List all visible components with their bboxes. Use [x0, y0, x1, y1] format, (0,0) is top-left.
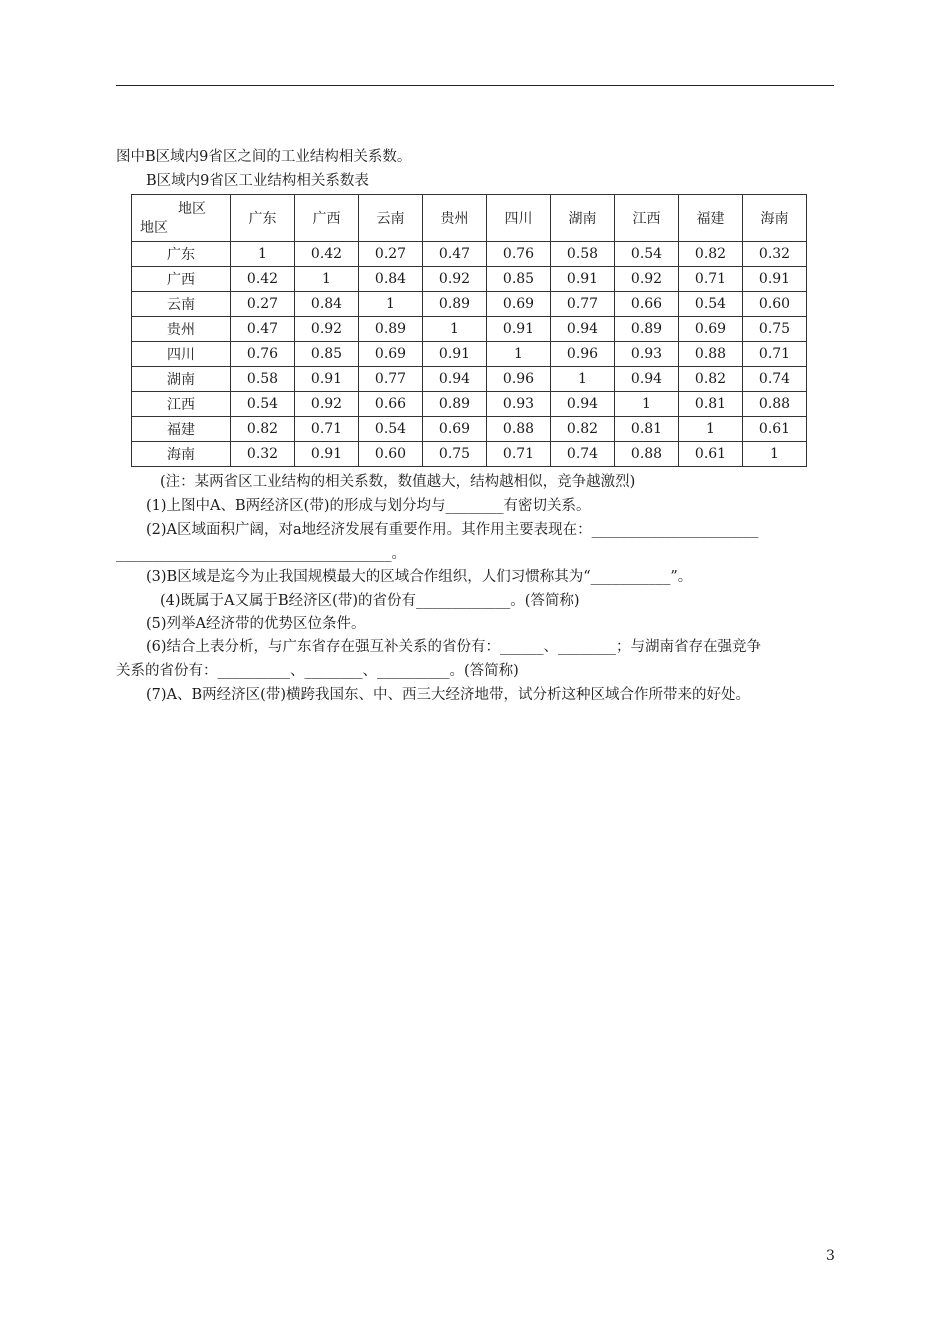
correlation-table	[131, 194, 807, 467]
table-row	[132, 242, 807, 267]
row-label: 广东	[132, 242, 231, 267]
table-cell: 0.91	[551, 267, 615, 292]
row-label: 广西	[132, 267, 231, 292]
question-2: (2)A区域面积广阔，对a地经济发展有重要作用。其作用主要表现在：_______________________	[146, 522, 759, 538]
question-2-continued: ______________________________________。	[116, 546, 406, 562]
table-cell: 0.27	[231, 292, 295, 317]
table-cell: 0.47	[423, 242, 487, 267]
table-cell: 0.58	[551, 242, 615, 267]
table-cell: 0.77	[359, 367, 423, 392]
table-cell: 0.89	[615, 317, 679, 342]
table-cell: 0.42	[295, 242, 359, 267]
table-cell: 0.82	[231, 417, 295, 442]
table-cell: 0.88	[615, 442, 679, 467]
column-header: 湖南	[551, 195, 615, 242]
table-cell: 0.71	[679, 267, 743, 292]
table-cell: 0.93	[615, 342, 679, 367]
page-number: 3	[826, 1248, 835, 1264]
table-cell: 0.60	[743, 292, 807, 317]
question-5: (5)列举A经济带的优势区位条件。	[146, 616, 366, 632]
table-cell: 0.92	[295, 317, 359, 342]
table-cell: 1	[679, 417, 743, 442]
question-6-continued: 关系的省份有：__________、________、__________。(答简称)	[116, 663, 519, 679]
table-cell: 0.84	[295, 292, 359, 317]
table-cell: 1	[231, 242, 295, 267]
row-label: 江西	[132, 392, 231, 417]
table-row	[132, 342, 807, 367]
table-cell: 0.89	[359, 317, 423, 342]
table-cell: 0.75	[423, 442, 487, 467]
table-cell: 1	[359, 292, 423, 317]
table-cell: 0.88	[743, 392, 807, 417]
corner-top-label: 地区	[178, 201, 206, 217]
table-cell: 1	[487, 342, 551, 367]
table-cell: 0.71	[743, 342, 807, 367]
table-row	[132, 317, 807, 342]
table-cell: 0.92	[615, 267, 679, 292]
table-row	[132, 292, 807, 317]
question-6: (6)结合上表分析，与广东省存在强互补关系的省份有：______、________；与湖南省存在强竞争	[146, 639, 762, 655]
table-cell: 0.88	[487, 417, 551, 442]
table-cell: 0.60	[359, 442, 423, 467]
table-cell: 0.54	[679, 292, 743, 317]
table-cell: 0.71	[487, 442, 551, 467]
table-cell: 0.84	[359, 267, 423, 292]
table-header-row	[132, 195, 807, 242]
table-cell: 0.82	[679, 367, 743, 392]
table-cell: 0.77	[551, 292, 615, 317]
table-cell: 0.85	[487, 267, 551, 292]
table-cell: 0.61	[743, 417, 807, 442]
table-cell: 0.76	[231, 342, 295, 367]
table-row	[132, 267, 807, 292]
table-cell: 1	[423, 317, 487, 342]
table-cell: 0.94	[551, 317, 615, 342]
table-cell: 0.96	[551, 342, 615, 367]
table-cell: 0.54	[359, 417, 423, 442]
question-7: (7)A、B两经济区(带)横跨我国东、中、西三大经济地带，试分析这种区域合作所带来的好处。	[146, 687, 750, 703]
table-cell: 0.91	[423, 342, 487, 367]
table-title: B区域内9省区工业结构相关系数表	[146, 173, 369, 189]
table-cell: 0.91	[295, 367, 359, 392]
table-row	[132, 442, 807, 467]
table-cell: 0.76	[487, 242, 551, 267]
table-cell: 0.58	[231, 367, 295, 392]
table-cell: 0.69	[423, 417, 487, 442]
table-note: (注：某两省区工业结构的相关系数，数值越大，结构越相似，竞争越激烈)	[160, 474, 636, 490]
table-cell: 0.94	[615, 367, 679, 392]
table-cell: 0.74	[743, 367, 807, 392]
table-cell: 0.69	[487, 292, 551, 317]
table-cell: 0.81	[615, 417, 679, 442]
table-cell: 0.61	[679, 442, 743, 467]
table-cell: 0.82	[551, 417, 615, 442]
table-cell: 0.54	[231, 392, 295, 417]
table-cell: 1	[551, 367, 615, 392]
table-cell: 0.54	[615, 242, 679, 267]
column-header: 海南	[743, 195, 807, 242]
table-cell: 0.66	[615, 292, 679, 317]
table-cell: 0.94	[551, 392, 615, 417]
table-cell: 0.71	[295, 417, 359, 442]
table-cell: 0.66	[359, 392, 423, 417]
row-label: 四川	[132, 342, 231, 367]
question-4: (4)既属于A又属于B经济区(带)的省份有_____________。(答简称)	[160, 593, 580, 609]
table-cell: 0.75	[743, 317, 807, 342]
question-1: (1)上图中A、B两经济区(带)的形成与划分均与________有密切关系。	[146, 498, 591, 514]
table-cell: 0.96	[487, 367, 551, 392]
table-cell: 0.85	[295, 342, 359, 367]
table-cell: 0.82	[679, 242, 743, 267]
table-cell: 0.89	[423, 392, 487, 417]
table-cell: 0.69	[679, 317, 743, 342]
table-cell: 1	[743, 442, 807, 467]
column-header: 贵州	[423, 195, 487, 242]
corner-bottom-label: 地区	[140, 220, 168, 236]
table-cell: 0.32	[743, 242, 807, 267]
table-corner-cell	[132, 195, 231, 242]
table-cell: 0.81	[679, 392, 743, 417]
table-cell: 0.92	[295, 392, 359, 417]
table-cell: 1	[615, 392, 679, 417]
table-cell: 0.93	[487, 392, 551, 417]
column-header: 广东	[231, 195, 295, 242]
row-label: 福建	[132, 417, 231, 442]
table-row	[132, 417, 807, 442]
table-cell: 0.32	[231, 442, 295, 467]
column-header: 广西	[295, 195, 359, 242]
column-header: 云南	[359, 195, 423, 242]
column-header: 福建	[679, 195, 743, 242]
table-cell: 0.91	[743, 267, 807, 292]
table-row	[132, 392, 807, 417]
row-label: 海南	[132, 442, 231, 467]
table-cell: 0.94	[423, 367, 487, 392]
table-cell: 0.92	[423, 267, 487, 292]
column-header: 江西	[615, 195, 679, 242]
table-cell: 0.47	[231, 317, 295, 342]
row-label: 贵州	[132, 317, 231, 342]
table-cell: 0.74	[551, 442, 615, 467]
question-3: (3)B区域是迄今为止我国规模最大的区域合作组织，人们习惯称其为“___________”。	[146, 569, 693, 585]
column-header: 四川	[487, 195, 551, 242]
row-label: 云南	[132, 292, 231, 317]
table-cell: 0.91	[295, 442, 359, 467]
table-cell: 1	[295, 267, 359, 292]
table-row	[132, 367, 807, 392]
row-label: 湖南	[132, 367, 231, 392]
table-cell: 0.69	[359, 342, 423, 367]
intro-line: 图中B区域内9省区之间的工业结构相关系数。	[116, 149, 412, 165]
table-cell: 0.42	[231, 267, 295, 292]
table-cell: 0.88	[679, 342, 743, 367]
header-rule	[116, 85, 834, 86]
table-cell: 0.89	[423, 292, 487, 317]
table-cell: 0.27	[359, 242, 423, 267]
table-cell: 0.91	[487, 317, 551, 342]
